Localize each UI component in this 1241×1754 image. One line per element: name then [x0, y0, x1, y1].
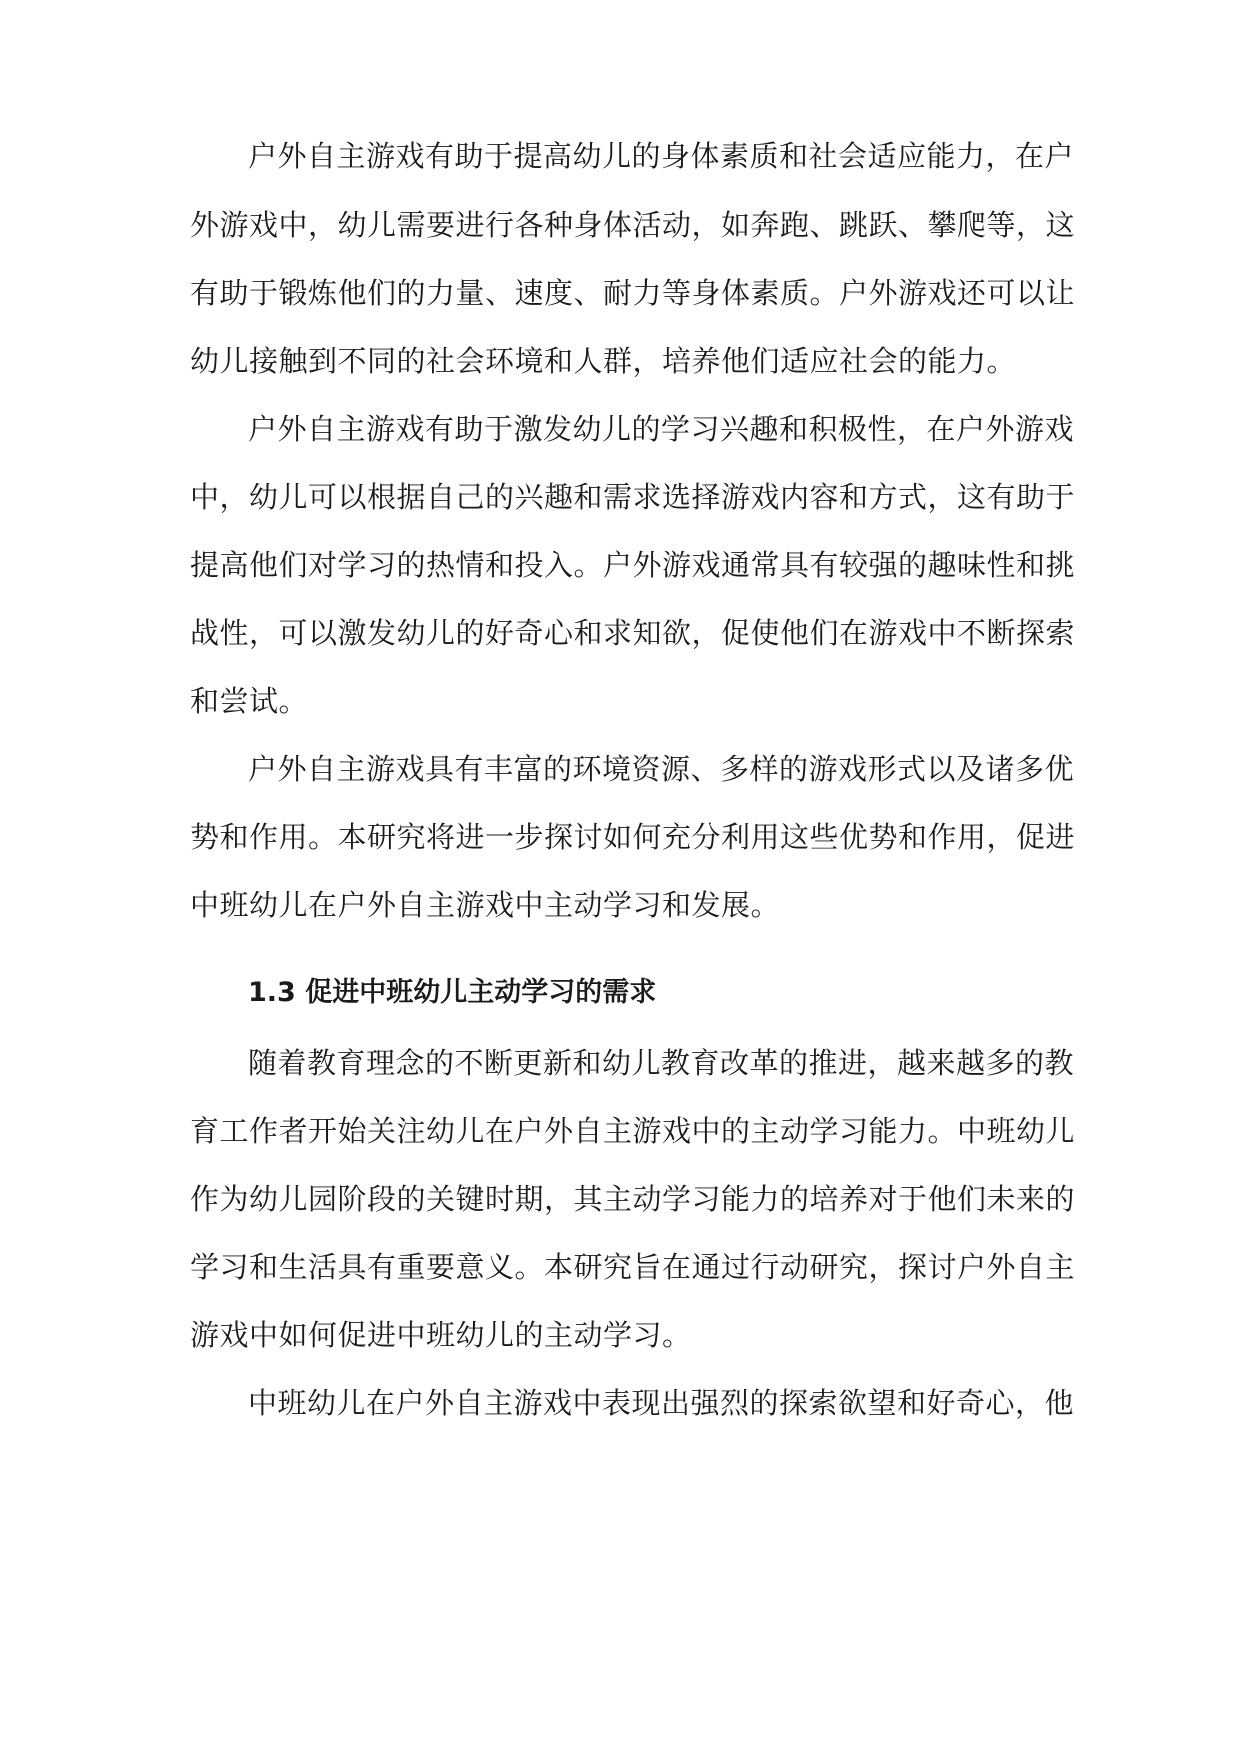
paragraph-4-line-2: 育工作者开始关注幼儿在户外自主游戏中的主动学习能力。中班幼儿: [190, 1114, 1076, 1148]
paragraph-4-line-1: 随着教育理念的不断更新和幼儿教育改革的推进，越来越多的教: [248, 1046, 1075, 1080]
paragraph-4-line-3: 作为幼儿园阶段的关键时期，其主动学习能力的培养对于他们未来的: [190, 1182, 1076, 1216]
paragraph-4-line-4: 学习和生活具有重要意义。本研究旨在通过行动研究，探讨户外自主: [190, 1250, 1076, 1284]
paragraph-1-line-3: 有助于锻炼他们的力量、速度、耐力等身体素质。户外游戏还可以让: [190, 276, 1076, 310]
paragraph-3-line-1: 户外自主游戏具有丰富的环境资源、多样的游戏形式以及诸多优: [248, 752, 1075, 786]
paragraph-2-line-1: 户外自主游戏有助于激发幼儿的学习兴趣和积极性，在户外游戏: [248, 412, 1075, 446]
paragraph-3-line-2: 势和作用。本研究将进一步探讨如何充分利用这些优势和作用，促进: [190, 820, 1076, 854]
paragraph-4-line-5: 游戏中如何促进中班幼儿的主动学习。: [190, 1318, 692, 1352]
paragraph-2-line-4: 战性，可以激发幼儿的好奇心和求知欲，促使他们在游戏中不断探索: [190, 616, 1076, 650]
paragraph-1-line-2: 外游戏中，幼儿需要进行各种身体活动，如奔跑、跳跃、攀爬等，这: [190, 208, 1076, 242]
paragraph-2-line-3: 提高他们对学习的热情和投入。户外游戏通常具有较强的趣味性和挑: [190, 548, 1076, 582]
paragraph-1-line-1: 户外自主游戏有助于提高幼儿的身体素质和社会适应能力，在户: [248, 139, 1075, 173]
section-heading: 1.3 促进中班幼儿主动学习的需求: [248, 977, 657, 1008]
paragraph-2-line-5: 和尝试。: [190, 684, 309, 718]
paragraph-2-line-2: 中，幼儿可以根据自己的兴趣和需求选择游戏内容和方式，这有助于: [190, 480, 1076, 514]
paragraph-3-line-3: 中班幼儿在户外自主游戏中主动学习和发展。: [190, 888, 781, 922]
paragraph-5-line-1: 中班幼儿在户外自主游戏中表现出强烈的探索欲望和好奇心，他: [248, 1386, 1075, 1420]
paragraph-1-line-4: 幼儿接触到不同的社会环境和人群，培养他们适应社会的能力。: [190, 344, 1017, 378]
